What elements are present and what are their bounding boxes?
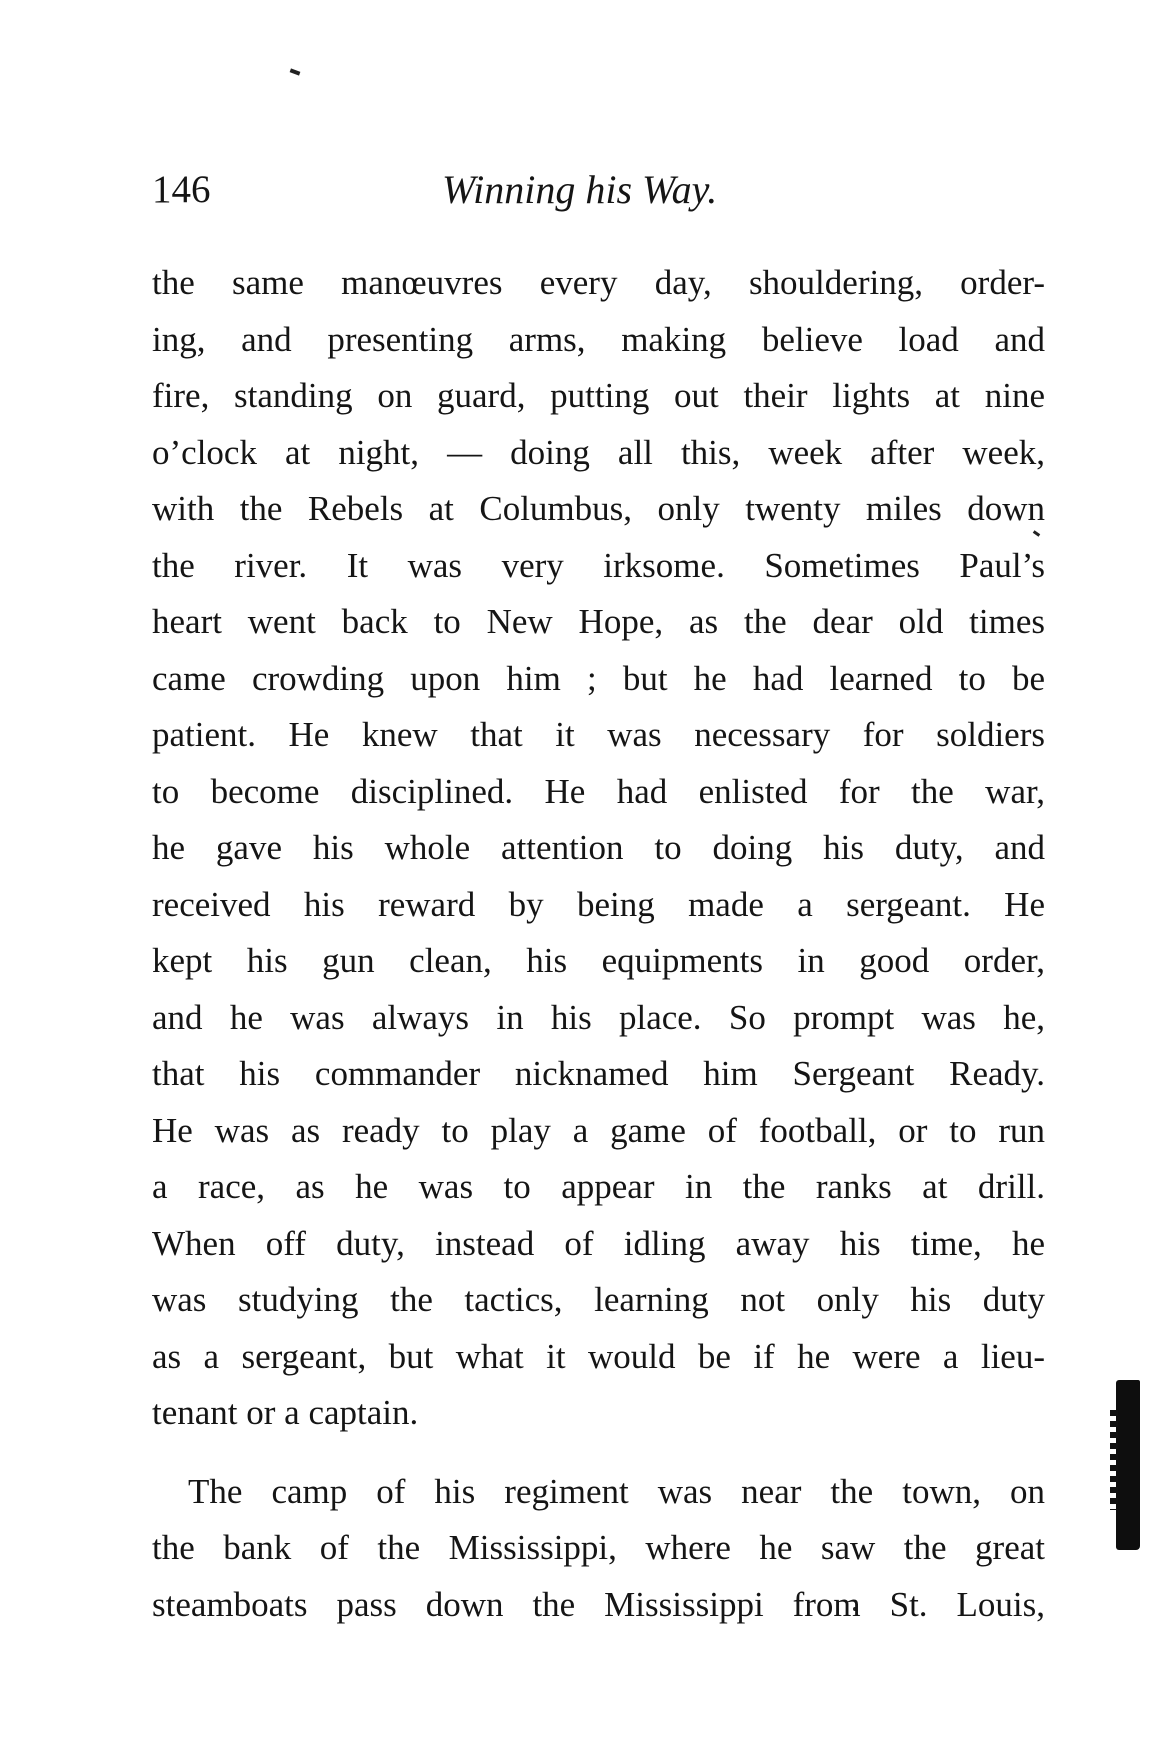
text-line: He was as ready to play a game of football, or to run: [152, 1110, 1045, 1150]
text-line: heart went back to New Hope, as the dear old times: [152, 602, 1045, 641]
text-line: fire, standing on guard, putting out their lights at nine: [152, 376, 1045, 415]
text-line: tenant or a captain.: [152, 1393, 419, 1432]
text-line: with the Rebels at Columbus, only twenty miles down: [152, 489, 1045, 528]
paragraph: [152, 255, 1045, 1442]
body-text: [152, 255, 1045, 1633]
text-line: the river. It was very irksome. Sometimes Paul’s: [152, 545, 1045, 585]
page-header: [152, 167, 1052, 230]
text-line: The camp of his regiment was near the town, on: [188, 1471, 1045, 1511]
text-line: o’clock at night, — doing all this, week after week,: [152, 432, 1045, 472]
text-line: that his commander nicknamed him Sergeant Ready.: [152, 1054, 1045, 1093]
text-line: he gave his whole attention to doing his duty, and: [152, 828, 1045, 867]
paragraph: [152, 1464, 1045, 1634]
text-line: to become disciplined. He had enlisted for the war,: [152, 771, 1045, 811]
text-line: as a sergeant, but what it would be if he were a lieu-: [152, 1336, 1045, 1376]
text-line: steamboats pass down the Mississippi from St. Louis,: [152, 1584, 1045, 1624]
text-line: the bank of the Mississippi, where he saw the great: [152, 1528, 1045, 1567]
page-edge-shadow: [1116, 1380, 1140, 1550]
text-line: came crowding upon him ; but he had learned to be: [152, 658, 1045, 698]
text-line: the same manœuvres every day, shouldering, order-: [152, 263, 1045, 302]
text-line: and he was always in his place. So prompt was he,: [152, 997, 1045, 1037]
ink-speck: [290, 68, 301, 75]
text-line: received his reward by being made a sergeant. He: [152, 884, 1045, 924]
text-line: When off duty, instead of idling away his time, he: [152, 1223, 1045, 1263]
text-line: kept his gun clean, his equipments in good order,: [152, 941, 1045, 980]
running-title: Winning his Way.: [442, 167, 718, 212]
text-line: patient. He knew that it was necessary for soldiers: [152, 715, 1045, 754]
page-number: 146: [152, 168, 211, 211]
text-line: ing, and presenting arms, making believe load and: [152, 319, 1045, 359]
text-line: was studying the tactics, learning not only his duty: [152, 1280, 1045, 1319]
text-line: a race, as he was to appear in the ranks at drill.: [152, 1167, 1045, 1206]
paragraph-gap: [152, 1442, 1045, 1464]
